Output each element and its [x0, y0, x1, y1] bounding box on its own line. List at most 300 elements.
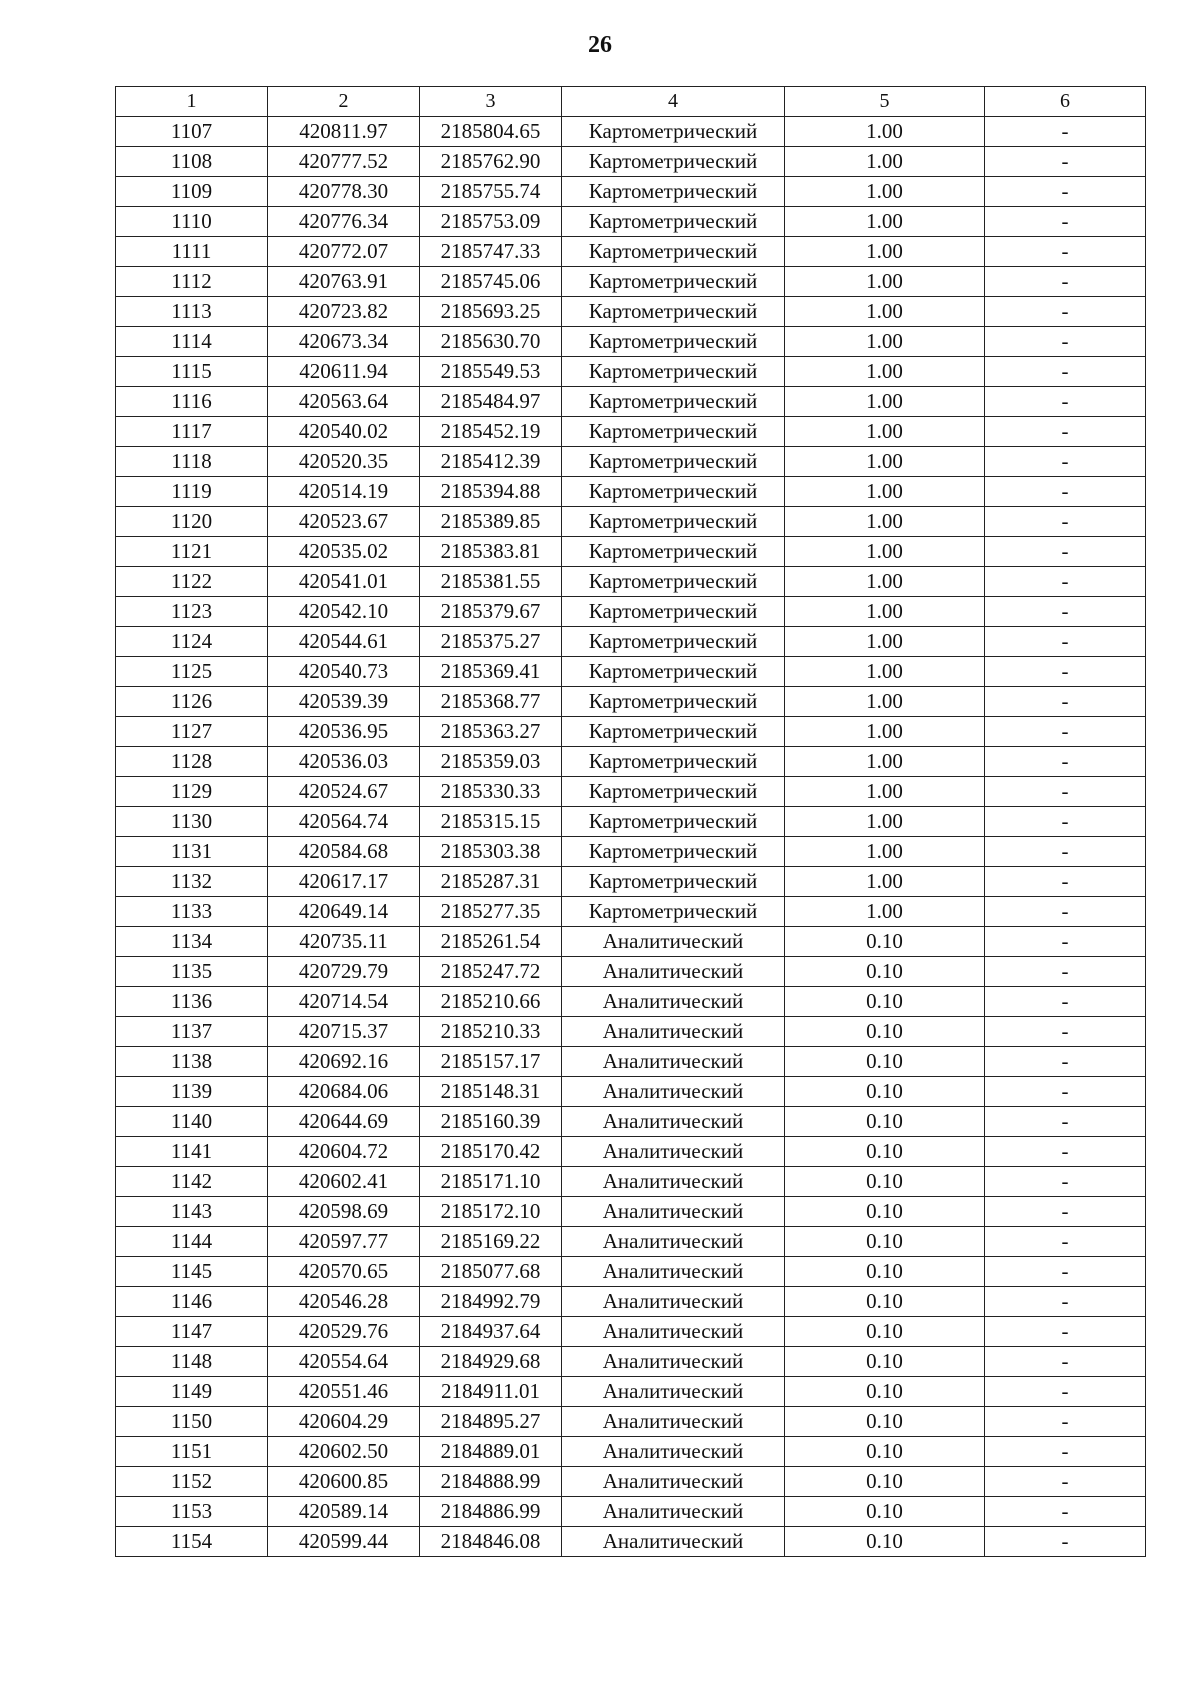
point-number-cell: 1143	[116, 1197, 268, 1227]
x-coordinate-cell: 420723.82	[268, 297, 420, 327]
note-cell: -	[985, 1377, 1146, 1407]
accuracy-cell: 1.00	[785, 597, 985, 627]
column-header: 6	[985, 87, 1146, 117]
x-coordinate-cell: 420597.77	[268, 1227, 420, 1257]
point-number-cell: 1110	[116, 207, 268, 237]
y-coordinate-cell: 2185745.06	[420, 267, 562, 297]
note-cell: -	[985, 1077, 1146, 1107]
x-coordinate-cell: 420523.67	[268, 507, 420, 537]
point-number-cell: 1136	[116, 987, 268, 1017]
table-row	[116, 867, 1146, 897]
table-row	[116, 1107, 1146, 1137]
x-coordinate-cell: 420729.79	[268, 957, 420, 987]
point-number-cell: 1111	[116, 237, 268, 267]
method-cell: Картометрический	[562, 537, 785, 567]
method-cell: Аналитический	[562, 927, 785, 957]
note-cell: -	[985, 567, 1146, 597]
y-coordinate-cell: 2184895.27	[420, 1407, 562, 1437]
point-number-cell: 1144	[116, 1227, 268, 1257]
point-number-cell: 1142	[116, 1167, 268, 1197]
y-coordinate-cell: 2184846.08	[420, 1527, 562, 1557]
y-coordinate-cell: 2185261.54	[420, 927, 562, 957]
accuracy-cell: 1.00	[785, 657, 985, 687]
table-row	[116, 297, 1146, 327]
accuracy-cell: 0.10	[785, 1197, 985, 1227]
table-row	[116, 1167, 1146, 1197]
y-coordinate-cell: 2184886.99	[420, 1497, 562, 1527]
note-cell: -	[985, 627, 1146, 657]
table-row	[116, 987, 1146, 1017]
note-cell: -	[985, 1167, 1146, 1197]
y-coordinate-cell: 2185247.72	[420, 957, 562, 987]
point-number-cell: 1140	[116, 1107, 268, 1137]
column-header: 2	[268, 87, 420, 117]
table-body	[116, 117, 1146, 1557]
method-cell: Аналитический	[562, 1527, 785, 1557]
x-coordinate-cell: 420536.95	[268, 717, 420, 747]
accuracy-cell: 0.10	[785, 1527, 985, 1557]
table-row	[116, 687, 1146, 717]
note-cell: -	[985, 987, 1146, 1017]
x-coordinate-cell: 420529.76	[268, 1317, 420, 1347]
table-row	[116, 1047, 1146, 1077]
point-number-cell: 1137	[116, 1017, 268, 1047]
point-number-cell: 1138	[116, 1047, 268, 1077]
note-cell: -	[985, 717, 1146, 747]
x-coordinate-cell: 420524.67	[268, 777, 420, 807]
method-cell: Аналитический	[562, 1377, 785, 1407]
point-number-cell: 1133	[116, 897, 268, 927]
x-coordinate-cell: 420602.41	[268, 1167, 420, 1197]
point-number-cell: 1108	[116, 147, 268, 177]
table-row	[116, 207, 1146, 237]
table-row	[116, 507, 1146, 537]
column-header: 1	[116, 87, 268, 117]
point-number-cell: 1147	[116, 1317, 268, 1347]
point-number-cell: 1139	[116, 1077, 268, 1107]
y-coordinate-cell: 2185747.33	[420, 237, 562, 267]
y-coordinate-cell: 2185330.33	[420, 777, 562, 807]
note-cell: -	[985, 1497, 1146, 1527]
y-coordinate-cell: 2185210.33	[420, 1017, 562, 1047]
table-row	[116, 177, 1146, 207]
x-coordinate-cell: 420539.39	[268, 687, 420, 717]
method-cell: Картометрический	[562, 417, 785, 447]
accuracy-cell: 1.00	[785, 327, 985, 357]
x-coordinate-cell: 420735.11	[268, 927, 420, 957]
accuracy-cell: 1.00	[785, 447, 985, 477]
accuracy-cell: 0.10	[785, 1467, 985, 1497]
point-number-cell: 1128	[116, 747, 268, 777]
accuracy-cell: 1.00	[785, 537, 985, 567]
point-number-cell: 1149	[116, 1377, 268, 1407]
table-row	[116, 897, 1146, 927]
y-coordinate-cell: 2184888.99	[420, 1467, 562, 1497]
point-number-cell: 1121	[116, 537, 268, 567]
table-row	[116, 1467, 1146, 1497]
x-coordinate-cell: 420684.06	[268, 1077, 420, 1107]
y-coordinate-cell: 2185368.77	[420, 687, 562, 717]
y-coordinate-cell: 2185693.25	[420, 297, 562, 327]
accuracy-cell: 0.10	[785, 1407, 985, 1437]
y-coordinate-cell: 2185277.35	[420, 897, 562, 927]
point-number-cell: 1152	[116, 1467, 268, 1497]
y-coordinate-cell: 2185170.42	[420, 1137, 562, 1167]
method-cell: Аналитический	[562, 1047, 785, 1077]
x-coordinate-cell: 420541.01	[268, 567, 420, 597]
x-coordinate-cell: 420604.72	[268, 1137, 420, 1167]
y-coordinate-cell: 2185148.31	[420, 1077, 562, 1107]
accuracy-cell: 0.10	[785, 1107, 985, 1137]
point-number-cell: 1151	[116, 1437, 268, 1467]
y-coordinate-cell: 2185452.19	[420, 417, 562, 447]
note-cell: -	[985, 537, 1146, 567]
x-coordinate-cell: 420514.19	[268, 477, 420, 507]
x-coordinate-cell: 420520.35	[268, 447, 420, 477]
x-coordinate-cell: 420599.44	[268, 1527, 420, 1557]
table-row	[116, 447, 1146, 477]
method-cell: Картометрический	[562, 807, 785, 837]
table-row	[116, 147, 1146, 177]
x-coordinate-cell: 420763.91	[268, 267, 420, 297]
y-coordinate-cell: 2185804.65	[420, 117, 562, 147]
y-coordinate-cell: 2185383.81	[420, 537, 562, 567]
method-cell: Картометрический	[562, 717, 785, 747]
note-cell: -	[985, 1467, 1146, 1497]
accuracy-cell: 1.00	[785, 177, 985, 207]
y-coordinate-cell: 2184937.64	[420, 1317, 562, 1347]
accuracy-cell: 0.10	[785, 1167, 985, 1197]
table-row	[116, 1347, 1146, 1377]
point-number-cell: 1131	[116, 837, 268, 867]
y-coordinate-cell: 2184911.01	[420, 1377, 562, 1407]
table-row	[116, 627, 1146, 657]
x-coordinate-cell: 420554.64	[268, 1347, 420, 1377]
table-row	[116, 957, 1146, 987]
note-cell: -	[985, 1317, 1146, 1347]
y-coordinate-cell: 2185359.03	[420, 747, 562, 777]
note-cell: -	[985, 1257, 1146, 1287]
note-cell: -	[985, 357, 1146, 387]
accuracy-cell: 0.10	[785, 1497, 985, 1527]
x-coordinate-cell: 420611.94	[268, 357, 420, 387]
x-coordinate-cell: 420563.64	[268, 387, 420, 417]
point-number-cell: 1109	[116, 177, 268, 207]
method-cell: Аналитический	[562, 1437, 785, 1467]
table-row	[116, 1497, 1146, 1527]
point-number-cell: 1148	[116, 1347, 268, 1377]
table-row	[116, 1437, 1146, 1467]
method-cell: Картометрический	[562, 657, 785, 687]
note-cell: -	[985, 447, 1146, 477]
accuracy-cell: 0.10	[785, 1347, 985, 1377]
x-coordinate-cell: 420540.02	[268, 417, 420, 447]
point-number-cell: 1123	[116, 597, 268, 627]
accuracy-cell: 1.00	[785, 477, 985, 507]
note-cell: -	[985, 327, 1146, 357]
y-coordinate-cell: 2185315.15	[420, 807, 562, 837]
point-number-cell: 1150	[116, 1407, 268, 1437]
note-cell: -	[985, 1107, 1146, 1137]
method-cell: Картометрический	[562, 597, 785, 627]
point-number-cell: 1117	[116, 417, 268, 447]
accuracy-cell: 0.10	[785, 1437, 985, 1467]
coordinates-table	[115, 86, 1146, 1557]
note-cell: -	[985, 1407, 1146, 1437]
accuracy-cell: 1.00	[785, 717, 985, 747]
y-coordinate-cell: 2184929.68	[420, 1347, 562, 1377]
method-cell: Аналитический	[562, 1197, 785, 1227]
note-cell: -	[985, 927, 1146, 957]
accuracy-cell: 0.10	[785, 927, 985, 957]
method-cell: Картометрический	[562, 867, 785, 897]
y-coordinate-cell: 2185369.41	[420, 657, 562, 687]
y-coordinate-cell: 2185160.39	[420, 1107, 562, 1137]
page-number: 26	[588, 32, 612, 58]
x-coordinate-cell: 420584.68	[268, 837, 420, 867]
accuracy-cell: 0.10	[785, 1257, 985, 1287]
x-coordinate-cell: 420692.16	[268, 1047, 420, 1077]
accuracy-cell: 1.00	[785, 627, 985, 657]
method-cell: Аналитический	[562, 1407, 785, 1437]
point-number-cell: 1134	[116, 927, 268, 957]
accuracy-cell: 0.10	[785, 1137, 985, 1167]
table-header-row	[116, 87, 1146, 117]
accuracy-cell: 1.00	[785, 117, 985, 147]
note-cell: -	[985, 1347, 1146, 1377]
method-cell: Картометрический	[562, 117, 785, 147]
table-row	[116, 387, 1146, 417]
table-row	[116, 1527, 1146, 1557]
note-cell: -	[985, 1047, 1146, 1077]
method-cell: Картометрический	[562, 297, 785, 327]
note-cell: -	[985, 507, 1146, 537]
note-cell: -	[985, 657, 1146, 687]
method-cell: Аналитический	[562, 1017, 785, 1047]
method-cell: Картометрический	[562, 147, 785, 177]
accuracy-cell: 1.00	[785, 837, 985, 867]
point-number-cell: 1141	[116, 1137, 268, 1167]
point-number-cell: 1120	[116, 507, 268, 537]
table-row	[116, 717, 1146, 747]
point-number-cell: 1126	[116, 687, 268, 717]
y-coordinate-cell: 2185755.74	[420, 177, 562, 207]
y-coordinate-cell: 2185303.38	[420, 837, 562, 867]
point-number-cell: 1132	[116, 867, 268, 897]
y-coordinate-cell: 2185753.09	[420, 207, 562, 237]
column-header: 4	[562, 87, 785, 117]
method-cell: Картометрический	[562, 477, 785, 507]
method-cell: Картометрический	[562, 357, 785, 387]
table-row	[116, 927, 1146, 957]
point-number-cell: 1153	[116, 1497, 268, 1527]
y-coordinate-cell: 2184889.01	[420, 1437, 562, 1467]
note-cell: -	[985, 147, 1146, 177]
note-cell: -	[985, 1197, 1146, 1227]
method-cell: Аналитический	[562, 1347, 785, 1377]
accuracy-cell: 1.00	[785, 507, 985, 537]
x-coordinate-cell: 420714.54	[268, 987, 420, 1017]
x-coordinate-cell: 420546.28	[268, 1287, 420, 1317]
method-cell: Картометрический	[562, 447, 785, 477]
x-coordinate-cell: 420673.34	[268, 327, 420, 357]
x-coordinate-cell: 420544.61	[268, 627, 420, 657]
point-number-cell: 1113	[116, 297, 268, 327]
note-cell: -	[985, 417, 1146, 447]
note-cell: -	[985, 297, 1146, 327]
x-coordinate-cell: 420778.30	[268, 177, 420, 207]
note-cell: -	[985, 1287, 1146, 1317]
method-cell: Картометрический	[562, 507, 785, 537]
note-cell: -	[985, 597, 1146, 627]
accuracy-cell: 0.10	[785, 987, 985, 1017]
table-row	[116, 1137, 1146, 1167]
y-coordinate-cell: 2185394.88	[420, 477, 562, 507]
point-number-cell: 1118	[116, 447, 268, 477]
accuracy-cell: 1.00	[785, 897, 985, 927]
y-coordinate-cell: 2185287.31	[420, 867, 562, 897]
x-coordinate-cell: 420649.14	[268, 897, 420, 927]
note-cell: -	[985, 777, 1146, 807]
point-number-cell: 1119	[116, 477, 268, 507]
table-row	[116, 237, 1146, 267]
x-coordinate-cell: 420772.07	[268, 237, 420, 267]
note-cell: -	[985, 807, 1146, 837]
method-cell: Картометрический	[562, 207, 785, 237]
note-cell: -	[985, 957, 1146, 987]
column-header: 3	[420, 87, 562, 117]
accuracy-cell: 1.00	[785, 687, 985, 717]
point-number-cell: 1154	[116, 1527, 268, 1557]
accuracy-cell: 1.00	[785, 567, 985, 597]
table-row	[116, 1257, 1146, 1287]
y-coordinate-cell: 2185077.68	[420, 1257, 562, 1287]
accuracy-cell: 0.10	[785, 1227, 985, 1257]
table-row	[116, 1017, 1146, 1047]
accuracy-cell: 1.00	[785, 867, 985, 897]
point-number-cell: 1145	[116, 1257, 268, 1287]
note-cell: -	[985, 897, 1146, 927]
table-row	[116, 1287, 1146, 1317]
table-row	[116, 657, 1146, 687]
accuracy-cell: 1.00	[785, 417, 985, 447]
x-coordinate-cell: 420604.29	[268, 1407, 420, 1437]
accuracy-cell: 1.00	[785, 777, 985, 807]
table-row	[116, 327, 1146, 357]
note-cell: -	[985, 1437, 1146, 1467]
method-cell: Картометрический	[562, 267, 785, 297]
table-row	[116, 1377, 1146, 1407]
table-row	[116, 1227, 1146, 1257]
note-cell: -	[985, 387, 1146, 417]
method-cell: Картометрический	[562, 387, 785, 417]
note-cell: -	[985, 207, 1146, 237]
x-coordinate-cell: 420536.03	[268, 747, 420, 777]
table-row	[116, 807, 1146, 837]
y-coordinate-cell: 2185630.70	[420, 327, 562, 357]
method-cell: Картометрический	[562, 627, 785, 657]
method-cell: Картометрический	[562, 687, 785, 717]
method-cell: Картометрический	[562, 837, 785, 867]
method-cell: Аналитический	[562, 1497, 785, 1527]
point-number-cell: 1130	[116, 807, 268, 837]
accuracy-cell: 0.10	[785, 957, 985, 987]
note-cell: -	[985, 1527, 1146, 1557]
method-cell: Картометрический	[562, 327, 785, 357]
table-row	[116, 597, 1146, 627]
x-coordinate-cell: 420551.46	[268, 1377, 420, 1407]
y-coordinate-cell: 2185171.10	[420, 1167, 562, 1197]
y-coordinate-cell: 2185389.85	[420, 507, 562, 537]
x-coordinate-cell: 420589.14	[268, 1497, 420, 1527]
table-row	[116, 417, 1146, 447]
y-coordinate-cell: 2185363.27	[420, 717, 562, 747]
point-number-cell: 1135	[116, 957, 268, 987]
x-coordinate-cell: 420564.74	[268, 807, 420, 837]
note-cell: -	[985, 1137, 1146, 1167]
accuracy-cell: 0.10	[785, 1287, 985, 1317]
y-coordinate-cell: 2185549.53	[420, 357, 562, 387]
y-coordinate-cell: 2185412.39	[420, 447, 562, 477]
method-cell: Аналитический	[562, 957, 785, 987]
method-cell: Аналитический	[562, 1467, 785, 1497]
method-cell: Аналитический	[562, 1317, 785, 1347]
note-cell: -	[985, 837, 1146, 867]
accuracy-cell: 0.10	[785, 1047, 985, 1077]
point-number-cell: 1112	[116, 267, 268, 297]
note-cell: -	[985, 1017, 1146, 1047]
accuracy-cell: 0.10	[785, 1377, 985, 1407]
point-number-cell: 1115	[116, 357, 268, 387]
x-coordinate-cell: 420776.34	[268, 207, 420, 237]
y-coordinate-cell: 2185381.55	[420, 567, 562, 597]
x-coordinate-cell: 420644.69	[268, 1107, 420, 1137]
point-number-cell: 1122	[116, 567, 268, 597]
x-coordinate-cell: 420811.97	[268, 117, 420, 147]
method-cell: Аналитический	[562, 1107, 785, 1137]
column-header: 5	[785, 87, 985, 117]
method-cell: Картометрический	[562, 777, 785, 807]
table-row	[116, 357, 1146, 387]
accuracy-cell: 1.00	[785, 357, 985, 387]
method-cell: Картометрический	[562, 567, 785, 597]
accuracy-cell: 1.00	[785, 147, 985, 177]
accuracy-cell: 1.00	[785, 747, 985, 777]
accuracy-cell: 1.00	[785, 267, 985, 297]
method-cell: Аналитический	[562, 987, 785, 1017]
point-number-cell: 1125	[116, 657, 268, 687]
method-cell: Картометрический	[562, 897, 785, 927]
table-row	[116, 837, 1146, 867]
x-coordinate-cell: 420777.52	[268, 147, 420, 177]
table-row	[116, 1317, 1146, 1347]
x-coordinate-cell: 420602.50	[268, 1437, 420, 1467]
table-row	[116, 537, 1146, 567]
note-cell: -	[985, 477, 1146, 507]
x-coordinate-cell: 420540.73	[268, 657, 420, 687]
y-coordinate-cell: 2185210.66	[420, 987, 562, 1017]
accuracy-cell: 0.10	[785, 1017, 985, 1047]
point-number-cell: 1146	[116, 1287, 268, 1317]
table-row	[116, 1407, 1146, 1437]
method-cell: Аналитический	[562, 1257, 785, 1287]
y-coordinate-cell: 2185172.10	[420, 1197, 562, 1227]
note-cell: -	[985, 177, 1146, 207]
accuracy-cell: 1.00	[785, 387, 985, 417]
method-cell: Аналитический	[562, 1287, 785, 1317]
table-row	[116, 117, 1146, 147]
accuracy-cell: 1.00	[785, 807, 985, 837]
